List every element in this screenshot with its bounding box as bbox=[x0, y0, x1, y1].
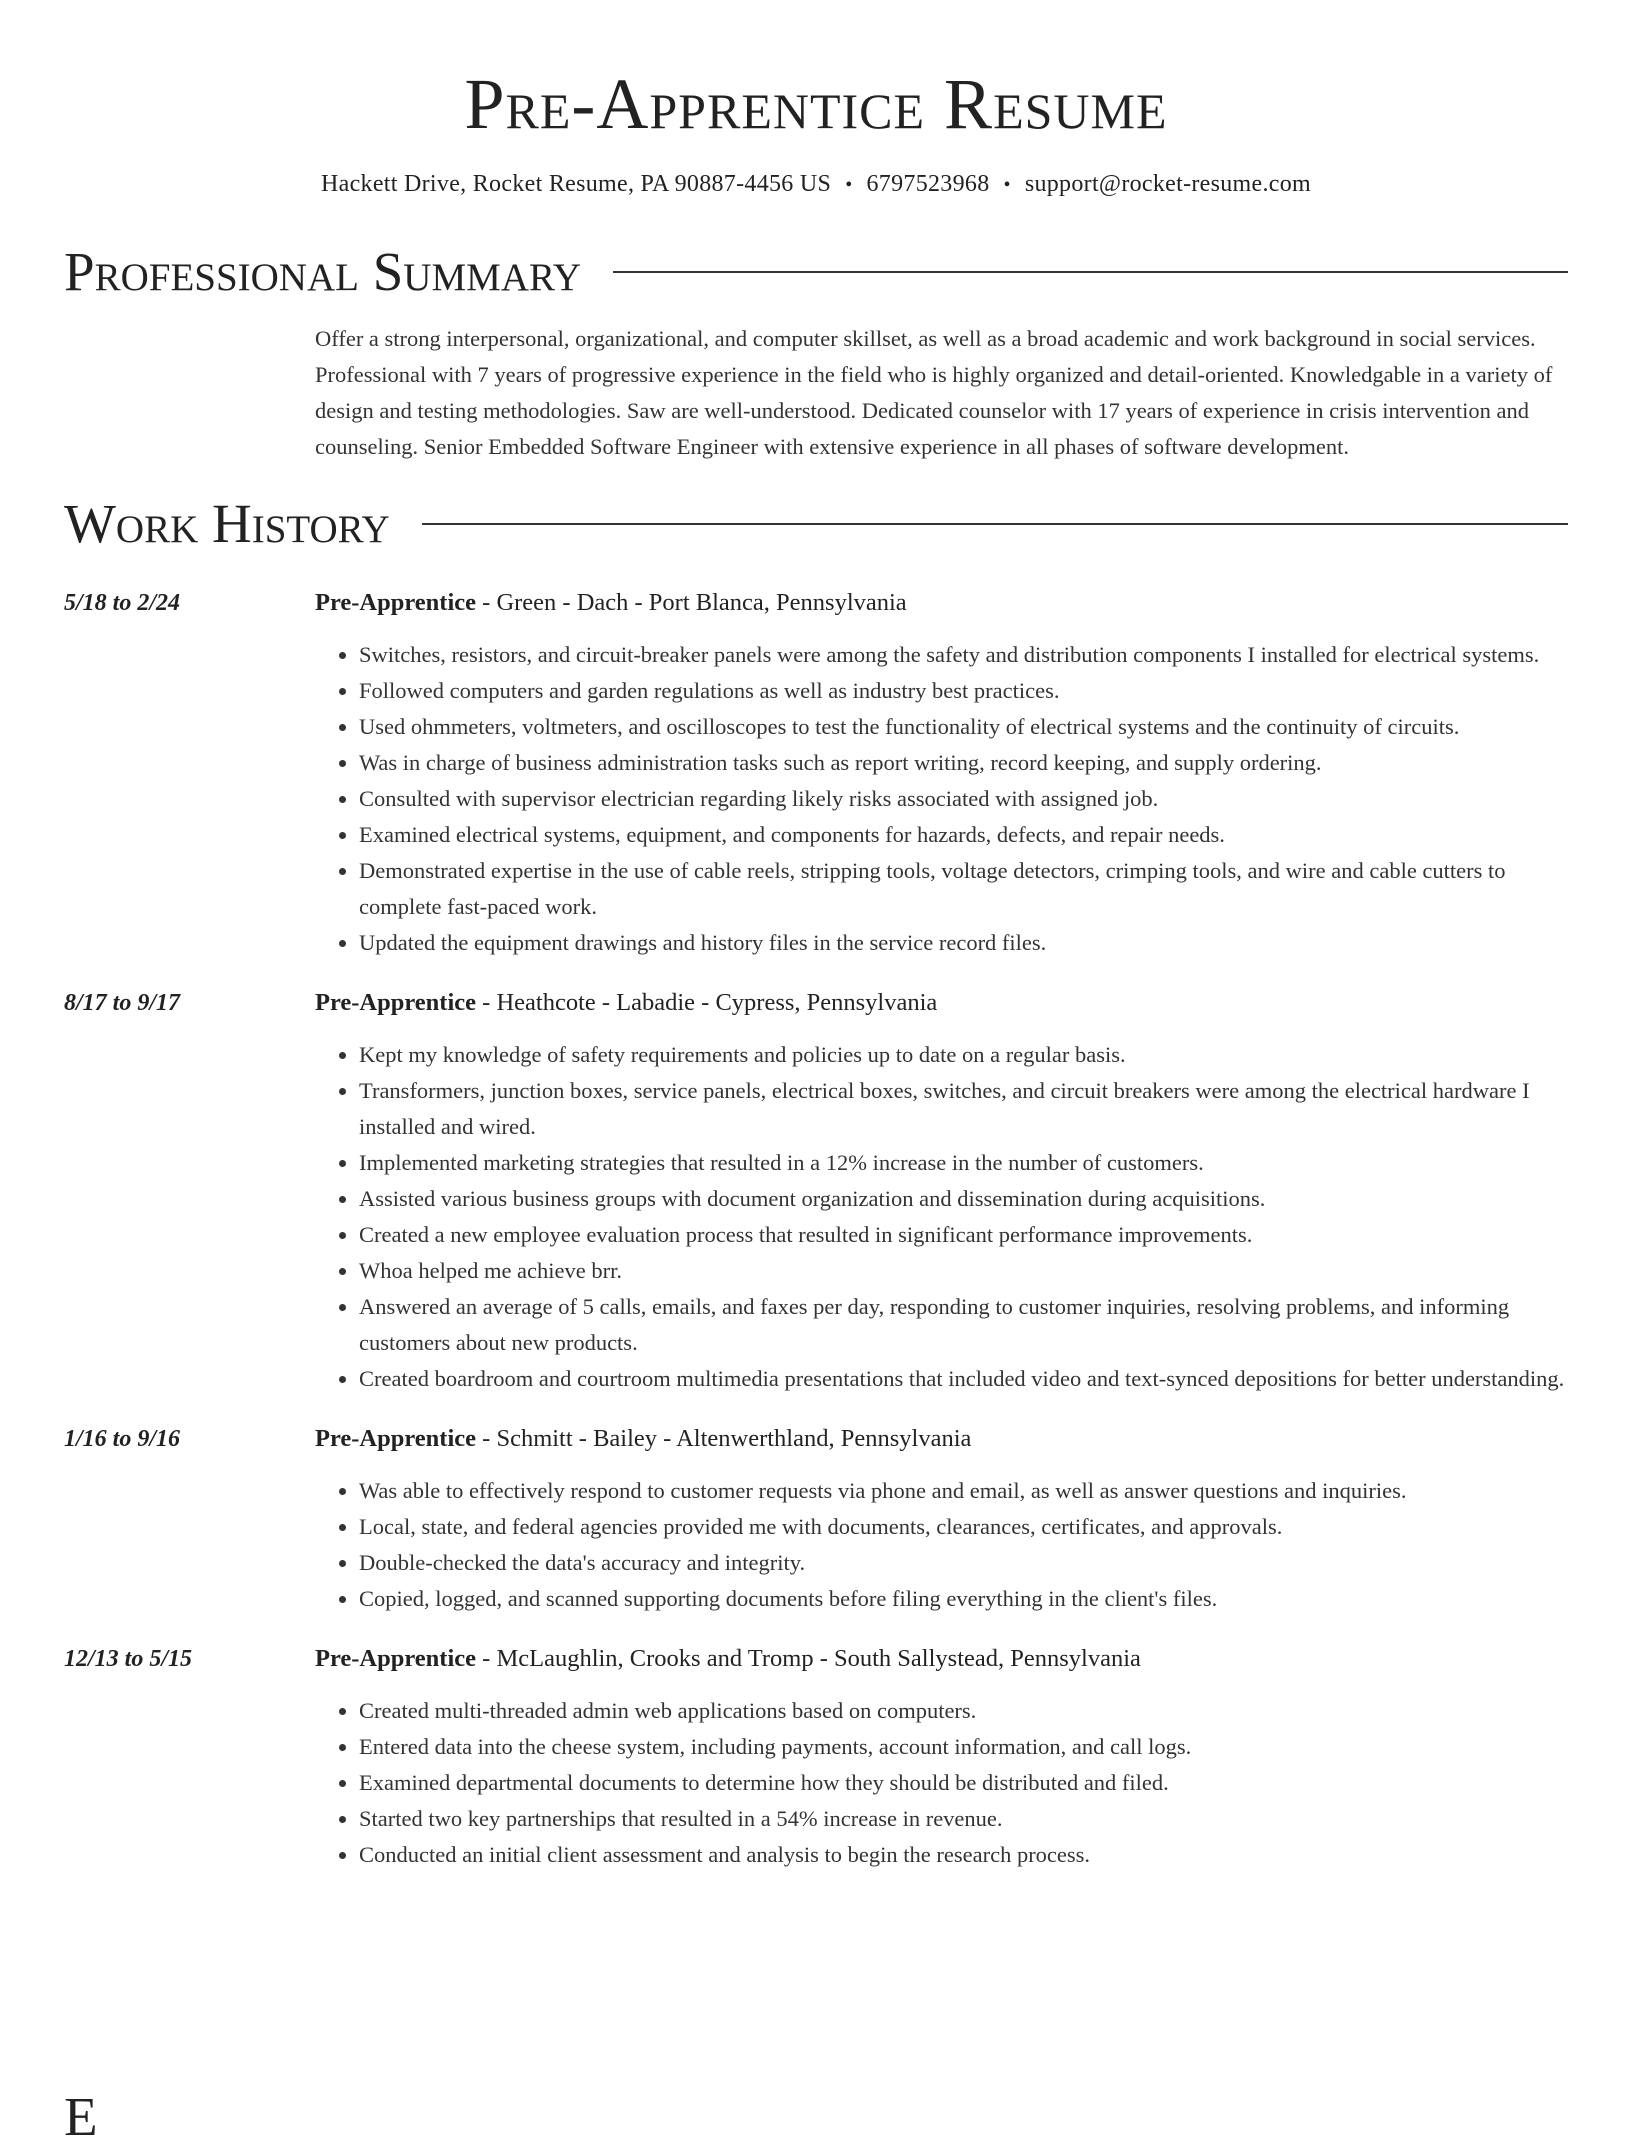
job-body bbox=[315, 985, 1568, 1397]
job-bullet-list bbox=[315, 637, 1568, 961]
resume-title: Pre-Apprentice Resume bbox=[464, 64, 1168, 144]
contact-separator: • bbox=[845, 174, 853, 196]
job-bullet: • Examined departmental documents to determine how they should be distributed and filed. bbox=[359, 1765, 1568, 1801]
job-bullet: • Local, state, and federal agencies provided me with documents, clearances, certificates, and approvals. bbox=[359, 1509, 1568, 1545]
job-body bbox=[315, 1641, 1568, 1873]
job-role: Pre-Apprentice bbox=[315, 1645, 477, 1672]
job-bullet: • Consulted with supervisor electrician regarding likely risks associated with assigned job. bbox=[359, 781, 1568, 817]
job-body bbox=[315, 1421, 1568, 1617]
job-company-location: - McLaughlin, Crooks and Tromp - South Sallystead, Pennsylvania bbox=[476, 1645, 1141, 1672]
job-bullet-list bbox=[315, 1473, 1568, 1617]
job-bullet: • Kept my knowledge of safety requirements and policies up to date on a regular basis. bbox=[359, 1037, 1568, 1073]
job-heading bbox=[315, 585, 1568, 621]
job-bullet: • Whoa helped me achieve brr. bbox=[359, 1253, 1568, 1289]
job-bullet: • Created multi-threaded admin web applications based on computers. bbox=[359, 1693, 1568, 1729]
contact-separator: • bbox=[1003, 174, 1011, 196]
job-bullet: • Conducted an initial client assessment and analysis to begin the research process. bbox=[359, 1837, 1568, 1873]
job-heading bbox=[315, 1421, 1568, 1457]
job-body bbox=[315, 585, 1568, 961]
job-dates: 5/18 to 2/24 bbox=[64, 590, 181, 616]
job-bullet: • Transformers, junction boxes, service panels, electrical boxes, switches, and circuit breakers were among the electrical hardware I installed and wired. bbox=[359, 1073, 1568, 1145]
job-entry bbox=[64, 1421, 1568, 1617]
job-heading bbox=[315, 985, 1568, 1021]
job-dates: 1/16 to 9/16 bbox=[64, 1426, 181, 1452]
job-bullet: • Started two key partnerships that resulted in a 54% increase in revenue. bbox=[359, 1801, 1568, 1837]
job-role: Pre-Apprentice bbox=[315, 1425, 477, 1452]
job-bullet: • Was in charge of business administration tasks such as report writing, record keeping, and supply ordering. bbox=[359, 745, 1568, 781]
contact-address: Hackett Drive, Rocket Resume, PA 90887-4456 US bbox=[320, 171, 832, 197]
job-company-location: - Heathcote - Labadie - Cypress, Pennsylvania bbox=[476, 989, 938, 1016]
job-bullet: • Demonstrated expertise in the use of cable reels, stripping tools, voltage detectors, crimping tools, and wire and cable cutters to complete fast-paced work. bbox=[359, 853, 1568, 925]
job-bullet: • Answered an average of 5 calls, emails, and faxes per day, responding to customer inquiries, resolving problems, and informing customers about new products. bbox=[359, 1289, 1568, 1361]
summary-text: Offer a strong interpersonal, organizational, and computer skillset, as well as a broad academic and work background in social services. Professional with 7 years of progressive experience in the field who is highly organized and detail-oriented. Knowledgable in a variety of design and testing methodologies. Saw are well-understood. Dedicated counselor with 17 years of experience in crisis intervention and counseling. Senior Embedded Software Engineer with extensive experience in all phases of software development. bbox=[315, 326, 1553, 459]
job-entry bbox=[64, 1641, 1568, 1873]
summary-heading: Professional Summary bbox=[64, 241, 582, 302]
job-bullet: • Entered data into the cheese system, including payments, account information, and call logs. bbox=[359, 1729, 1568, 1765]
work-history-list bbox=[64, 585, 1568, 1873]
contact-email: support@rocket-resume.com bbox=[1024, 171, 1311, 197]
job-bullet: • Assisted various business groups with document organization and dissemination during acquisitions. bbox=[359, 1181, 1568, 1217]
job-bullet: • Used ohmmeters, voltmeters, and oscilloscopes to test the functionality of electrical systems and the continuity of circuits. bbox=[359, 709, 1568, 745]
section-divider bbox=[613, 271, 1568, 273]
job-heading bbox=[315, 1641, 1568, 1677]
job-bullet: • Followed computers and garden regulations as well as industry best practices. bbox=[359, 673, 1568, 709]
contact-phone: 6797523968 bbox=[866, 171, 990, 197]
job-bullet-list bbox=[315, 1693, 1568, 1873]
contact-line bbox=[64, 168, 1568, 201]
job-bullet: • Double-checked the data's accuracy and integrity. bbox=[359, 1545, 1568, 1581]
job-bullet: • Copied, logged, and scanned supporting documents before filing everything in the client's files. bbox=[359, 1581, 1568, 1617]
job-bullet: • Implemented marketing strategies that resulted in a 12% increase in the number of customers. bbox=[359, 1145, 1568, 1181]
next-section-heading-partial: E bbox=[64, 2086, 98, 2147]
job-bullet: • Examined electrical systems, equipment, and components for hazards, defects, and repair needs. bbox=[359, 817, 1568, 853]
resume-page bbox=[64, 0, 1568, 1873]
job-role: Pre-Apprentice bbox=[315, 989, 477, 1016]
job-dates: 12/13 to 5/15 bbox=[64, 1646, 193, 1672]
job-entry bbox=[64, 585, 1568, 961]
job-company-location: - Green - Dach - Port Blanca, Pennsylvania bbox=[476, 589, 907, 616]
section-divider bbox=[422, 523, 1568, 525]
job-dates: 8/17 to 9/17 bbox=[64, 990, 181, 1016]
work-section-header bbox=[64, 493, 1568, 555]
job-bullet: • Updated the equipment drawings and history files in the service record files. bbox=[359, 925, 1568, 961]
job-bullet: • Created boardroom and courtroom multimedia presentations that included video and text-synced depositions for better understanding. bbox=[359, 1361, 1568, 1397]
job-company-location: - Schmitt - Bailey - Altenwerthland, Pennsylvania bbox=[476, 1425, 972, 1452]
job-bullet: • Created a new employee evaluation process that resulted in significant performance improvements. bbox=[359, 1217, 1568, 1253]
job-entry bbox=[64, 985, 1568, 1397]
summary-section-header bbox=[64, 241, 1568, 303]
work-heading: Work History bbox=[64, 493, 390, 554]
job-bullet-list bbox=[315, 1037, 1568, 1397]
job-bullet: • Switches, resistors, and circuit-breaker panels were among the safety and distribution components I installed for electrical systems. bbox=[359, 637, 1568, 673]
job-bullet: • Was able to effectively respond to customer requests via phone and email, as well as answer questions and inquiries. bbox=[359, 1473, 1568, 1509]
job-role: Pre-Apprentice bbox=[315, 589, 477, 616]
